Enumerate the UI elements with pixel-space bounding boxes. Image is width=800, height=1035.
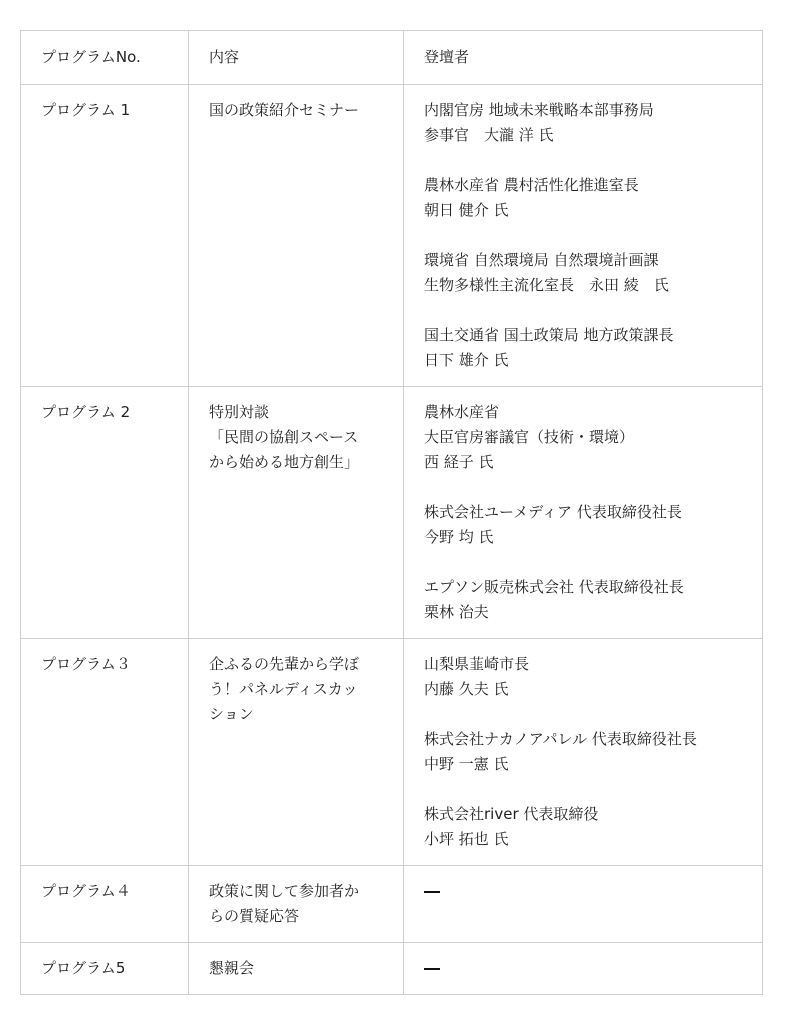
content-cell — [189, 866, 404, 943]
program-content: 特別対談 「民間の協創スペース から始める地方創生」 — [209, 403, 360, 471]
content-cell — [189, 387, 404, 639]
speaker-entry: エプソン販売株式会社 代表取締役社長 栗林 治夫 — [424, 578, 684, 621]
table-row — [21, 387, 763, 639]
speakers-cell — [404, 866, 763, 943]
program-content: 企ふるの先輩から学ぼ う！パネルディスカッ ション — [209, 655, 360, 723]
program-content: 懇親会 — [209, 959, 255, 977]
program-content: 国の政策紹介セミナー — [209, 101, 360, 119]
content-cell — [189, 943, 404, 995]
speaker-entry: 株式会社ユーメディア 代表取締役社長 今野 均 氏 — [424, 503, 682, 546]
header-program-no: プログラムNo. — [21, 31, 189, 85]
speaker-entry: 内閣官房 地域未来戦略本部事務局 参事官 大瀧 洋 氏 — [424, 101, 654, 144]
table-header-row — [21, 31, 763, 85]
program-no-cell — [21, 387, 189, 639]
program-content: 政策に関して参加者か らの質疑応答 — [209, 882, 360, 925]
no-speaker-dash — [424, 968, 440, 970]
speaker-entry: 株式会社ナカノアパレル 代表取締役社長 中野 一憲 氏 — [424, 730, 697, 773]
table-row — [21, 85, 763, 387]
program-no: プログラム 2 — [41, 403, 131, 421]
speakers-cell — [404, 639, 763, 866]
content-cell — [189, 85, 404, 387]
speaker-entry: 国土交通省 国土政策局 地方政策課長 日下 雄介 氏 — [424, 326, 674, 369]
speaker-entry: 株式会社river 代表取締役 小坪 拓也 氏 — [424, 805, 599, 848]
speaker-entry: 農林水産省 大臣官房審議官（技術・環境） 西 経子 氏 — [424, 403, 635, 471]
program-no: プログラム４ — [41, 882, 131, 900]
table-row — [21, 943, 763, 995]
program-no: プログラム 1 — [41, 101, 131, 119]
program-no-cell — [21, 639, 189, 866]
header-speakers: 登壇者 — [404, 31, 763, 85]
program-no-cell — [21, 85, 189, 387]
program-no: プログラム３ — [41, 655, 131, 673]
program-no-cell — [21, 866, 189, 943]
speaker-entry: 環境省 自然環境局 自然環境計画課 生物多様性主流化室長 永田 綾 氏 — [424, 251, 669, 294]
program-table — [20, 30, 763, 995]
speaker-entry: 山梨県韮崎市長 内藤 久夫 氏 — [424, 655, 530, 698]
speakers-cell — [404, 85, 763, 387]
header-content: 内容 — [189, 31, 404, 85]
table-row — [21, 866, 763, 943]
speaker-entry: 農林水産省 農村活性化推進室長 朝日 健介 氏 — [424, 176, 639, 219]
program-no: プログラム5 — [41, 959, 126, 977]
no-speaker-dash — [424, 891, 440, 893]
speakers-cell — [404, 943, 763, 995]
program-no-cell — [21, 943, 189, 995]
speakers-cell — [404, 387, 763, 639]
table-row — [21, 639, 763, 866]
content-cell — [189, 639, 404, 866]
